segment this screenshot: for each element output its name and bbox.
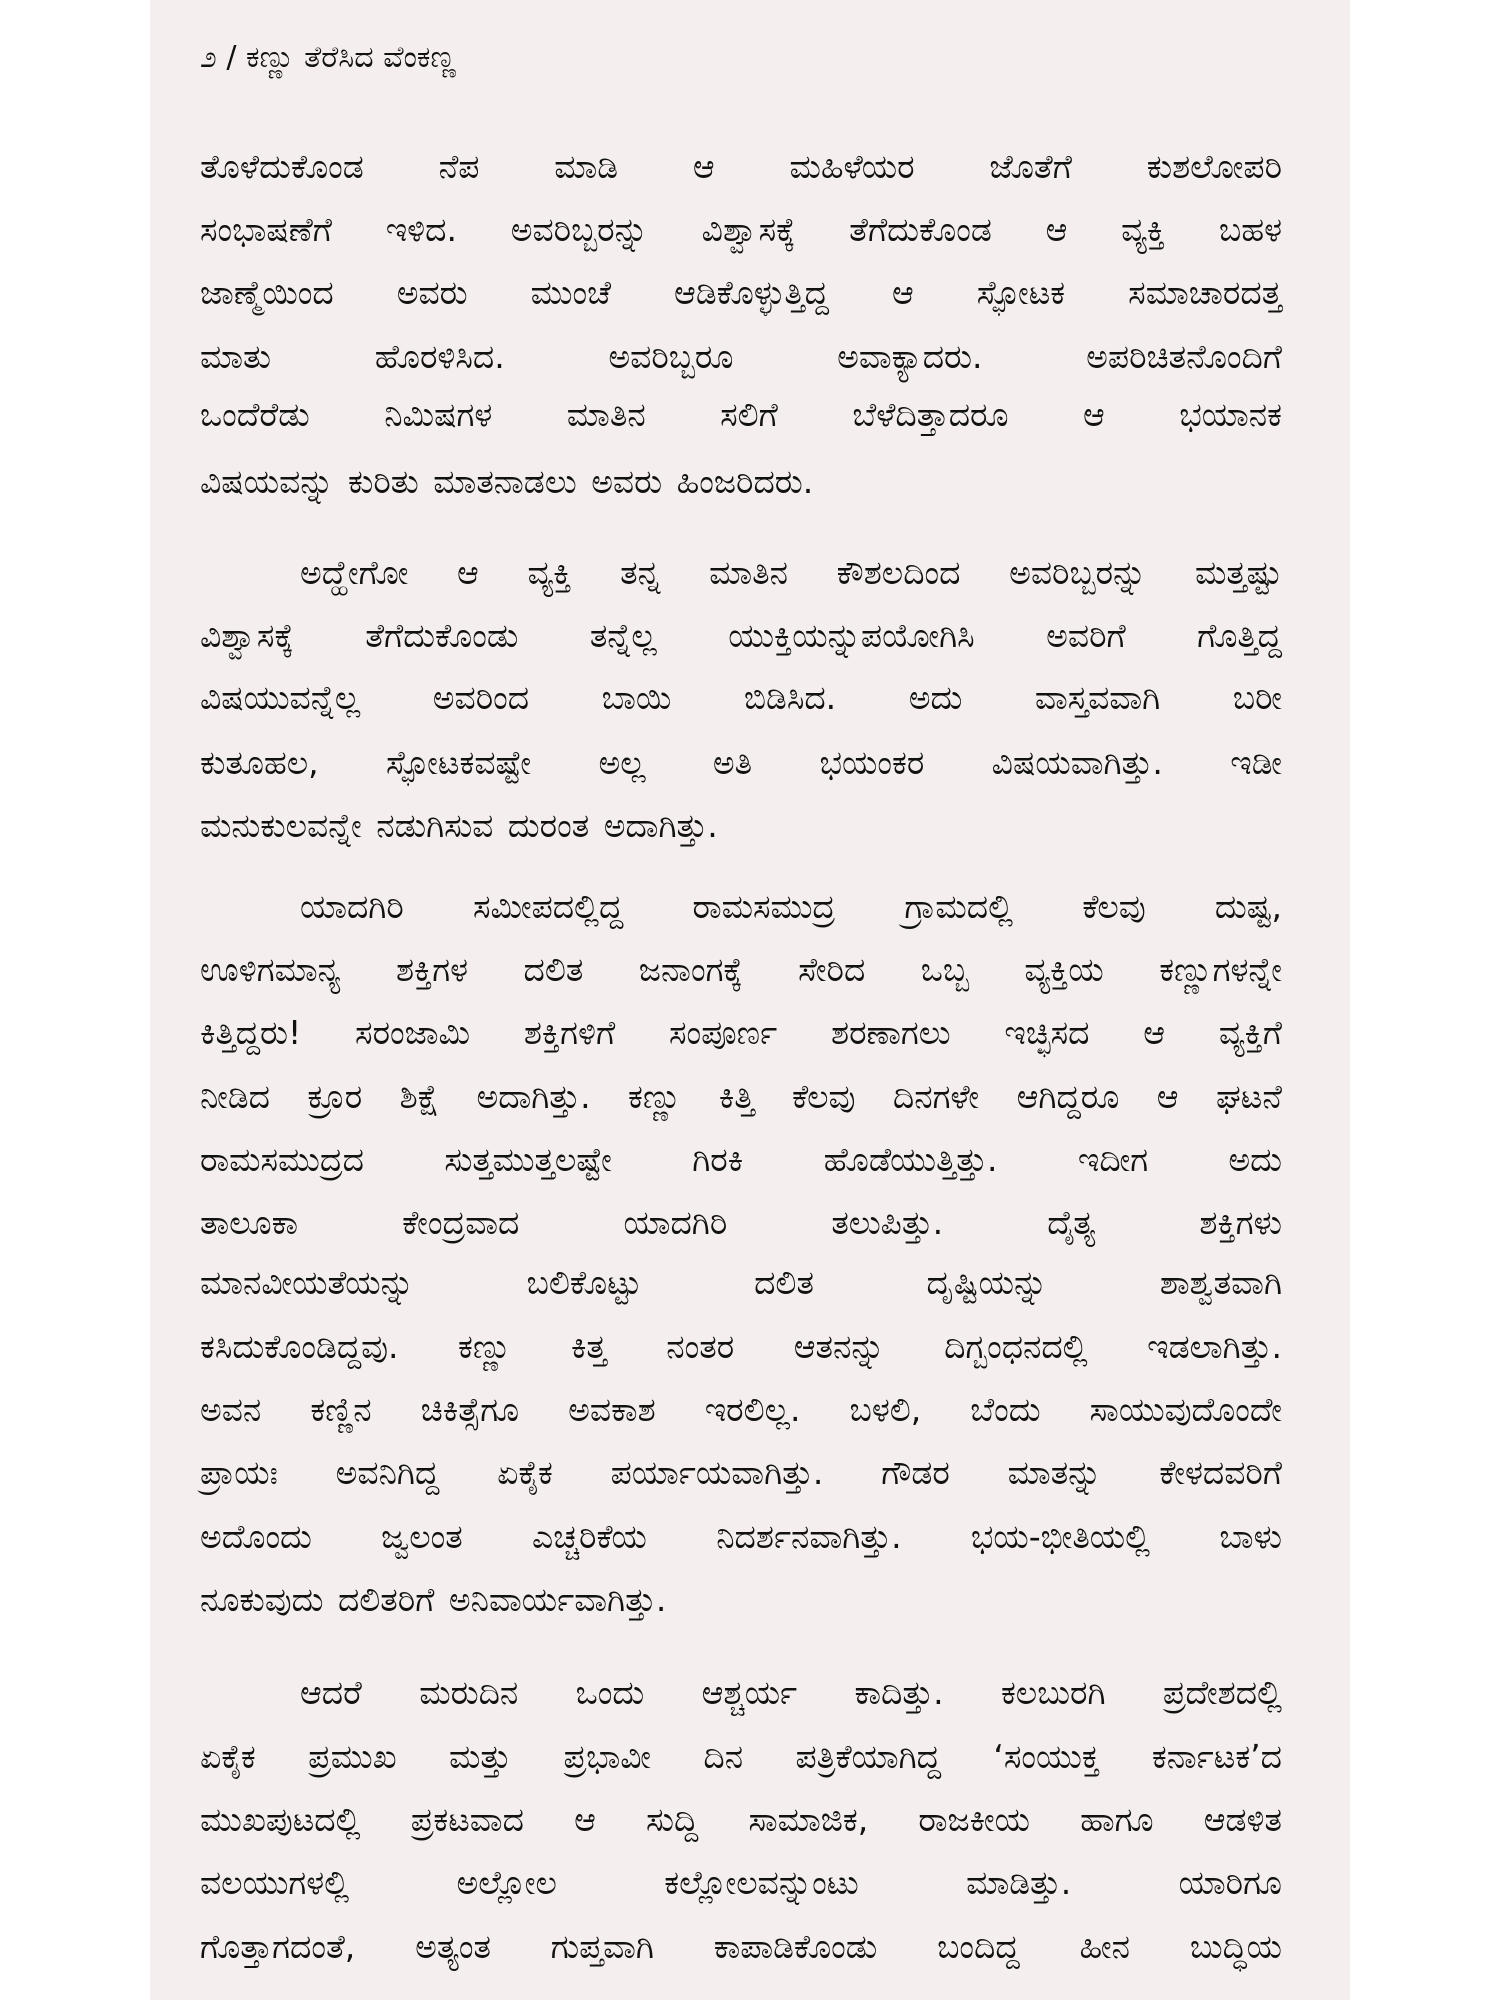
header-separator: / — [226, 40, 237, 75]
text-line: ಕುತೂಹಲ, ಸ್ಫೋಟಕವಷ್ಟೇ ಅಲ್ಲ ಅತಿ ಭಯಂಕರ ವಿಷಯವಾಗಿತ್ತು. ಇಡೀ — [200, 743, 1282, 782]
text-line: ಪ್ರಾಯಃ ಅವನಿಗಿದ್ದ ಏಕೈಕ ಪರ್ಯಾಯವಾಗಿತ್ತು. ಗೌಡರ ಮಾತನ್ನು ಕೇಳದವರಿಗೆ — [200, 1453, 1282, 1492]
text-line: ಅವನ ಕಣ್ಣಿನ ಚಿಕಿತ್ಸೆಗೂ ಅವಕಾಶ ಇರಲಿಲ್ಲ. ಬಳಲಿ, ಬೆಂದು ಸಾಯುವುದೊಂದೇ — [200, 1390, 1282, 1429]
text-line: ಮಾತು ಹೊರಳಿಸಿದ. ಅವರಿಬ್ಬರೂ ಅವಾಕ್ಯಾದರು. ಅಪರಿಚಿತನೊಂದಿಗೆ — [200, 337, 1282, 376]
text-line: ಅದೊಂದು ಜ್ವಲಂತ ಎಚ್ಚರಿಕೆಯ ನಿದರ್ಶನವಾಗಿತ್ತು. ಭಯ-ಭೀತಿಯಲ್ಲಿ ಬಾಳು — [200, 1517, 1282, 1556]
text-line: ಮಾನವೀಯತೆಯನ್ನು ಬಲಿಕೊಟ್ಟು ದಲಿತ ದೃಷ್ಟಿಯನ್ನು ಶಾಶ್ವತವಾಗಿ — [200, 1263, 1282, 1302]
text-line: ಅದ್ಹೇಗೋ ಆ ವ್ಯಕ್ತಿ ತನ್ನ ಮಾತಿನ ಕೌಶಲದಿಂದ ಅವರಿಬ್ಬರನ್ನು ಮತ್ತಷ್ಟು — [300, 553, 1282, 592]
text-line: ಕಿತ್ತಿದ್ದರು! ಸರಂಜಾಮಿ ಶಕ್ತಿಗಳಿಗೆ ಸಂಪೂರ್ಣ ಶರಣಾಗಲು ಇಚ್ಛಿಸದ ಆ ವ್ಯಕ್ತಿಗೆ — [200, 1013, 1282, 1052]
text-line: ಊಳಿಗಮಾನ್ಯ ಶಕ್ತಿಗಳ ದಲಿತ ಜನಾಂಗಕ್ಕೆ ಸೇರಿದ ಒಬ್ಬ ವ್ಯಕ್ತಿಯ ಕಣ್ಣುಗಳನ್ನೇ — [200, 950, 1282, 989]
book-title: ಕಣ್ಣು ತೆರೆಸಿದ ವೆಂಕಣ್ಣ — [246, 40, 456, 75]
text-line: ಗೊತ್ತಾಗದಂತೆ, ಅತ್ಯಂತ ಗುಪ್ತವಾಗಿ ಕಾಪಾಡಿಕೊಂಡು ಬಂದಿದ್ದ ಹೀನ ಬುದ್ಧಿಯ — [200, 1927, 1282, 1966]
text-line: ಒಂದೆರೆಡು ನಿಮಿಷಗಳ ಮಾತಿನ ಸಲಿಗೆ ಬೆಳೆದಿತ್ತಾದರೂ ಆ ಭಯಾನಕ — [200, 395, 1282, 434]
text-line: ವಲಯುಗಳಲ್ಲಿ ಅಲ್ಲೋಲ ಕಲ್ಲೋಲವನ್ನುಂಟು ಮಾಡಿತ್ತು. ಯಾರಿಗೂ — [200, 1863, 1282, 1902]
text-line: ರಾಮಸಮುದ್ರದ ಸುತ್ತಮುತ್ತಲಷ್ಟೇ ಗಿರಕಿ ಹೊಡೆಯುತ್ತಿತ್ತು. ಇದೀಗ ಅದು — [200, 1140, 1282, 1179]
text-line: ಯಾದಗಿರಿ ಸಮೀಪದಲ್ಲಿದ್ದ ರಾಮಸಮುದ್ರ ಗ್ರಾಮದಲ್ಲಿ ಕೆಲವು ದುಷ್ಟ, — [300, 887, 1282, 926]
text-line: ತೊಳೆದುಕೊಂಡ ನೆಪ ಮಾಡಿ ಆ ಮಹಿಳೆಯರ ಜೊತೆಗೆ ಕುಶಲೋಪರಿ — [200, 147, 1282, 186]
page-number: ೨ — [200, 40, 217, 75]
text-line: ಏಕೈಕ ಪ್ರಮುಖ ಮತ್ತು ಪ್ರಭಾವೀ ದಿನ ಪತ್ರಿಕೆಯಾಗಿದ್ದ ‘ಸಂಯುಕ್ತ ಕರ್ನಾಟಕ’ದ — [200, 1737, 1282, 1776]
text-line: ತಾಲೂಕಾ ಕೇಂದ್ರವಾದ ಯಾದಗಿರಿ ತಲುಪಿತ್ತು. ದೈತ್ಯ ಶಕ್ತಿಗಳು — [200, 1203, 1282, 1242]
book-page — [150, 0, 1350, 2000]
text-line: ಮನುಕುಲವನ್ನೇ ನಡುಗಿಸುವ ದುರಂತ ಅದಾಗಿತ್ತು. — [200, 806, 718, 845]
text-line: ಆದರೆ ಮರುದಿನ ಒಂದು ಆಶ್ಚರ್ಯ ಕಾದಿತ್ತು. ಕಲಬುರಗಿ ಪ್ರದೇಶದಲ್ಲಿ — [300, 1673, 1282, 1712]
text-line: ವಿಶ್ವಾಸಕ್ಕೆ ತೆಗೆದುಕೊಂಡು ತನ್ನೆಲ್ಲ ಯುಕ್ತಿಯನ್ನುಪಯೋಗಿಸಿ ಅವರಿಗೆ ಗೊತ್ತಿದ್ದ — [200, 616, 1282, 655]
text-line: ಮುಖಪುಟದಲ್ಲಿ ಪ್ರಕಟವಾದ ಆ ಸುದ್ದಿ ಸಾಮಾಜಿಕ, ರಾಜಕೀಯ ಹಾಗೂ ಆಡಳಿತ — [200, 1800, 1282, 1839]
text-line: ವಿಷಯುವನ್ನೆಲ್ಲ ಅವರಿಂದ ಬಾಯಿ ಬಿಡಿಸಿದ. ಅದು ವಾಸ್ತವವಾಗಿ ಬರೀ — [200, 678, 1282, 717]
text-line: ನೂಕುವುದು ದಲಿತರಿಗೆ ಅನಿವಾರ್ಯವಾಗಿತ್ತು. — [200, 1580, 667, 1619]
text-line: ವಿಷಯವನ್ನು ಕುರಿತು ಮಾತನಾಡಲು ಅವರು ಹಿಂಜರಿದರು. — [200, 462, 814, 501]
text-line: ಸಂಭಾಷಣೆಗೆ ಇಳಿದ. ಅವರಿಬ್ಬರನ್ನು ವಿಶ್ವಾಸಕ್ಕೆ ತೆಗೆದುಕೊಂಡ ಆ ವ್ಯಕ್ತಿ ಬಹಳ — [200, 210, 1282, 249]
text-line: ಕಸಿದುಕೊಂಡಿದ್ದವು. ಕಣ್ಣು ಕಿತ್ತ ನಂತರ ಆತನನ್ನು ದಿಗ್ಬಂಧನದಲ್ಲಿ ಇಡಲಾಗಿತ್ತು. — [200, 1327, 1282, 1366]
running-header — [200, 36, 456, 80]
text-line: ಜಾಣ್ಮೆಯಿಂದ ಅವರು ಮುಂಚೆ ಆಡಿಕೊಳ್ಳುತ್ತಿದ್ದ ಆ ಸ್ಫೋಟಕ ಸಮಾಚಾರದತ್ತ — [200, 273, 1282, 312]
text-line: ನೀಡಿದ ಕ್ರೂರ ಶಿಕ್ಷೆ ಅದಾಗಿತ್ತು. ಕಣ್ಣು ಕಿತ್ತಿ ಕೆಲವು ದಿನಗಳೇ ಆಗಿದ್ದರೂ ಆ ಘಟನೆ — [200, 1077, 1282, 1116]
